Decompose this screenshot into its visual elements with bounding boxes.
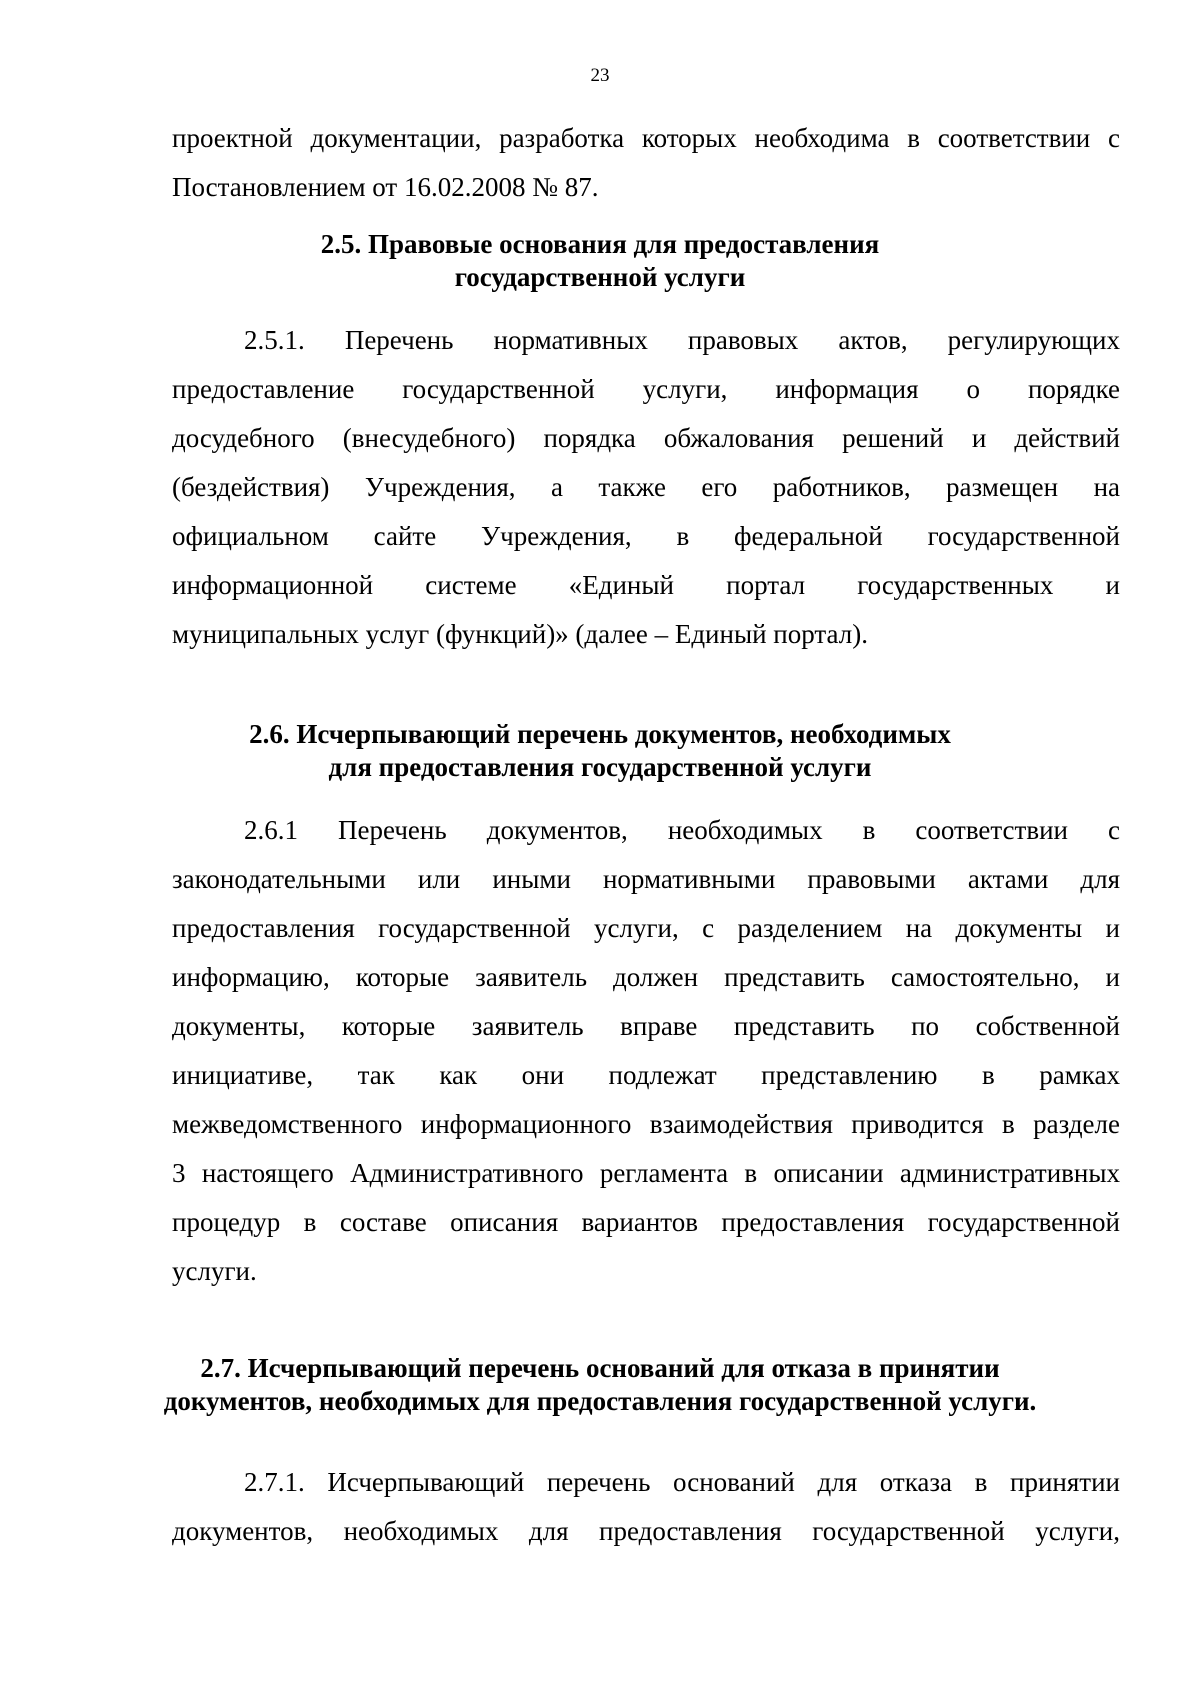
paragraph-line: (бездействия) Учреждения, а также его работников, размещен на xyxy=(172,472,1120,502)
section-heading-2-7 xyxy=(0,1352,1200,1418)
paragraph-line: предоставление государственной услуги, информация о порядке xyxy=(172,374,1120,404)
heading-line: 2.7. Исчерпывающий перечень оснований для отказа в принятии xyxy=(200,1353,1000,1383)
paragraph-line: 2.7.1. Исчерпывающий перечень оснований для отказа в принятии xyxy=(244,1467,1120,1497)
paragraph-line: досудебного (внесудебного) порядка обжалования решений и действий xyxy=(172,423,1120,453)
paragraph-line: документов, необходимых для предоставления государственной услуги, xyxy=(172,1516,1120,1546)
paragraph-2-7-1 xyxy=(172,1458,1120,1556)
section-heading-2-6 xyxy=(0,718,1200,784)
intro-paragraph xyxy=(172,114,1120,212)
paragraph-line: 2.6.1 Перечень документов, необходимых в соответствии с xyxy=(244,815,1120,845)
paragraph-line: информацию, которые заявитель должен представить самостоятельно, и xyxy=(172,962,1120,992)
paragraph-line: предоставления государственной услуги, с разделением на документы и xyxy=(172,913,1120,943)
paragraph-line: Постановлением от 16.02.2008 № 87. xyxy=(172,172,599,202)
paragraph-line: услуги. xyxy=(172,1256,257,1286)
heading-line: документов, необходимых для предоставления государственной услуги. xyxy=(163,1386,1037,1416)
heading-line: для предоставления государственной услуги xyxy=(328,752,872,782)
paragraph-line: официальном сайте Учреждения, в федеральной государственной xyxy=(172,521,1120,551)
paragraph-line: 2.5.1. Перечень нормативных правовых актов, регулирующих xyxy=(244,325,1120,355)
heading-line: государственной услуги xyxy=(454,262,746,292)
paragraph-line: документы, которые заявитель вправе представить по собственной xyxy=(172,1011,1120,1041)
paragraph-line: инициативе, так как они подлежат представлению в рамках xyxy=(172,1060,1120,1090)
paragraph-line: межведомственного информационного взаимодействия приводится в разделе xyxy=(172,1109,1120,1139)
heading-line: 2.5. Правовые основания для предоставления xyxy=(320,229,880,259)
paragraph-line: процедур в составе описания вариантов предоставления государственной xyxy=(172,1207,1120,1237)
paragraph-line: муниципальных услуг (функций)» (далее – Единый портал). xyxy=(172,619,868,649)
page-number: 23 xyxy=(590,65,610,86)
paragraph-line: 3 настоящего Административного регламента в описании административных xyxy=(172,1158,1120,1188)
heading-line: 2.6. Исчерпывающий перечень документов, необходимых xyxy=(249,719,951,749)
paragraph-line: информационной системе «Единый портал государственных и xyxy=(172,570,1120,600)
paragraph-2-6-1 xyxy=(172,806,1120,1296)
section-heading-2-5 xyxy=(0,228,1200,294)
paragraph-line: проектной документации, разработка которых необходима в соответствии с xyxy=(172,123,1120,153)
paragraph-line: законодательными или иными нормативными правовыми актами для xyxy=(172,864,1120,894)
paragraph-2-5-1 xyxy=(172,316,1120,659)
